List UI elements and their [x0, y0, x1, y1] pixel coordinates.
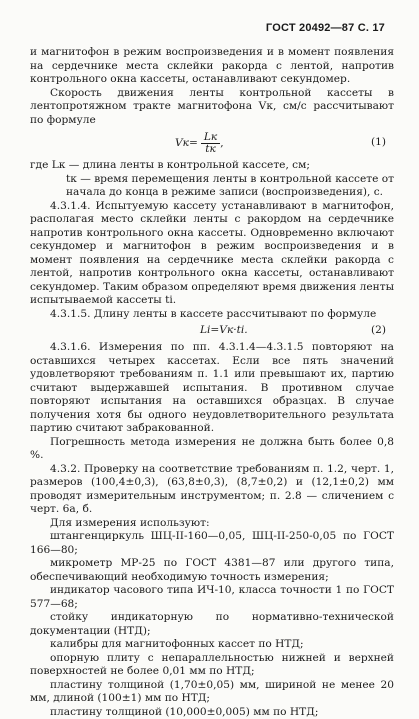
- formula-1-comma: ,: [220, 137, 223, 151]
- formula-1-expression: [175, 132, 224, 155]
- list-item: пластину толщиной (10,000±0,005) мм по НТД;: [30, 706, 394, 719]
- formula-2-expression: Li=Vк·ti.: [200, 324, 248, 338]
- paragraph-4-3-2: 4.3.2. Проверку на соответствие требованиям п. 1.2, черт. 1, размеров (100,4±0,3), (63,8±0,3), (8,7±0,2) и (12,1±0,2) мм проводят измерительным инструментом; п. 2.8 — сличением с черт. 6а, б.: [30, 463, 394, 517]
- list-item: индикатор часового типа ИЧ-10, класса точности 1 по ГОСТ 577—68;: [30, 584, 394, 611]
- formula-1-fraction: [201, 132, 220, 155]
- list-item: стойку индикаторную по нормативно-технической документации (НТД);: [30, 611, 394, 638]
- paragraph-4-3-1-5: 4.3.1.5. Длину ленты в кассете рассчитывают по формуле: [30, 308, 394, 322]
- formula-1-lhs: Vк=: [175, 137, 198, 151]
- running-head: ГОСТ 20492—87 С. 17: [266, 22, 385, 34]
- where-definition-1: где Lк — длина ленты в контрольной кассете, см;: [30, 159, 394, 173]
- formula-1-numerator: Lк: [201, 132, 220, 144]
- list-item: микрометр МР-25 по ГОСТ 4381—87 или другого типа, обеспечивающий необходимую точность измерения;: [30, 557, 394, 584]
- paragraph-speed-formula-intro: Скорость движения ленты контрольной кассеты в лентопротяжном тракте магнитофона Vк, см/с рассчитывают по формуле: [30, 87, 394, 128]
- where-definition-2: tк — время перемещения ленты в контрольной кассете от начала до конца в режиме записи (воспроизведения), с.: [30, 173, 394, 200]
- list-item: штангенциркуль ШЦ-II-160—0,05, ШЦ-II-250-0,05 по ГОСТ 166—80;: [30, 530, 394, 557]
- formula-1-denominator: tк: [205, 144, 216, 155]
- formula-1-number: (1): [371, 136, 386, 150]
- paragraph-4-3-1-6: 4.3.1.6. Измерения по пп. 4.3.1.4—4.3.1.5 повторяют на оставшихся четырех кассетах. Если все пять значений удовлетворяют требованиям п. 1.1 или превышают их, партию считают выдержавшей испытания. В противном случае повторяют испытания на оставшихся образцах. В случае получения хотя бы одного неудовлетворительного результата партию считают забракованной.: [30, 341, 394, 436]
- list-item: опорную плиту с непараллельностью нижней и верхней поверхностей не более 0,01 мм по НТД;: [30, 652, 394, 679]
- formula-1: [30, 128, 394, 158]
- paragraph-error: Погрешность метода измерения не должна быть более 0,8 %.: [30, 436, 394, 463]
- list-item: калибры для магнитофонных кассет по НТД;: [30, 638, 394, 652]
- paragraph-4-3-1-4: 4.3.1.4. Испытуемую кассету устанавливают в магнитофон, располагая место склейки ленты с ракордом на сердечнике напротив контрольного окна кассеты. Одновременно включают секундомер и магнитофон в режим воспроизведения и в момент появления на сердечнике места склейки ракорда с лентой, напротив контрольного окна кассеты, останавливают секундомер. Таким образом определяют время движения ленты испытываемой кассеты ti.: [30, 200, 394, 308]
- paragraph-continuation: и магнитофон в режим воспроизведения и в момент появления на сердечнике места склейки ракорда с лентой, напротив контрольного окна кассеты, останавливают секундомер.: [30, 46, 394, 87]
- formula-2-number: (2): [371, 324, 386, 338]
- paragraph-tools-intro: Для измерения используют:: [30, 517, 394, 531]
- list-item: пластину толщиной (1,70±0,05) мм, шириной не менее 20 мм, длиной (100±1) мм по НТД;: [30, 679, 394, 706]
- formula-2: [30, 321, 394, 341]
- document-body: [30, 46, 394, 719]
